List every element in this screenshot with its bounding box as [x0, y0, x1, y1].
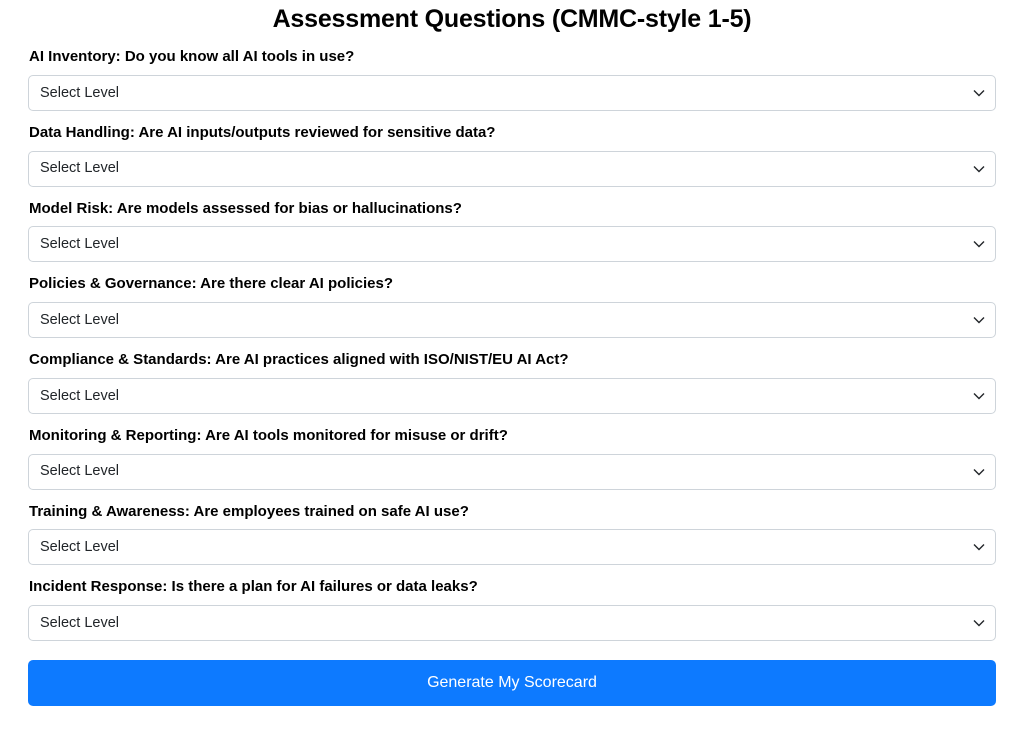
question-label: AI Inventory: Do you know all AI tools in use?	[29, 48, 355, 65]
level-select-wrapper	[28, 605, 996, 641]
question-item-training-awareness	[28, 503, 996, 566]
level-select-incident-response[interactable]	[28, 605, 996, 641]
question-label: Training & Awareness: Are employees trained on safe AI use?	[29, 502, 469, 520]
level-select-wrapper	[28, 302, 996, 338]
question-item-incident-response	[28, 578, 996, 641]
question-label: Incident Response: Is there a plan for AI failures or data leaks?	[29, 578, 478, 596]
level-select-compliance-standards[interactable]	[28, 378, 996, 414]
level-select-policies-governance[interactable]	[28, 302, 996, 338]
level-select-wrapper	[28, 226, 996, 262]
question-item-policies-governance	[28, 275, 996, 338]
question-item-model-risk	[28, 200, 996, 263]
level-select-data-handling[interactable]	[28, 151, 996, 187]
question-item-ai-inventory	[28, 48, 996, 111]
level-select-monitoring-reporting[interactable]	[28, 454, 996, 490]
question-label: Policies & Governance: Are there clear AI policies?	[29, 275, 394, 293]
level-select-ai-inventory[interactable]	[28, 75, 996, 111]
generate-scorecard-button[interactable]: Generate My Scorecard	[28, 660, 996, 706]
question-item-monitoring-reporting	[28, 427, 996, 490]
level-select-wrapper	[28, 454, 996, 490]
question-label: Monitoring & Reporting: Are AI tools monitored for misuse or drift?	[29, 426, 508, 444]
level-select-wrapper	[28, 75, 996, 111]
question-item-compliance-standards	[28, 351, 996, 414]
level-select-wrapper	[28, 529, 996, 565]
level-select-wrapper	[28, 151, 996, 187]
question-item-data-handling	[28, 124, 996, 187]
question-label: Model Risk: Are models assessed for bias or hallucinations?	[29, 199, 462, 217]
question-label: Compliance & Standards: Are AI practices aligned with ISO/NIST/EU AI Act?	[29, 351, 569, 368]
page-title: Assessment Questions (CMMC-style 1-5)	[272, 5, 752, 33]
questions-list	[28, 48, 996, 641]
level-select-model-risk[interactable]	[28, 226, 996, 262]
level-select-training-awareness[interactable]	[28, 529, 996, 565]
question-label: Data Handling: Are AI inputs/outputs reviewed for sensitive data?	[29, 123, 496, 141]
level-select-wrapper	[28, 378, 996, 414]
